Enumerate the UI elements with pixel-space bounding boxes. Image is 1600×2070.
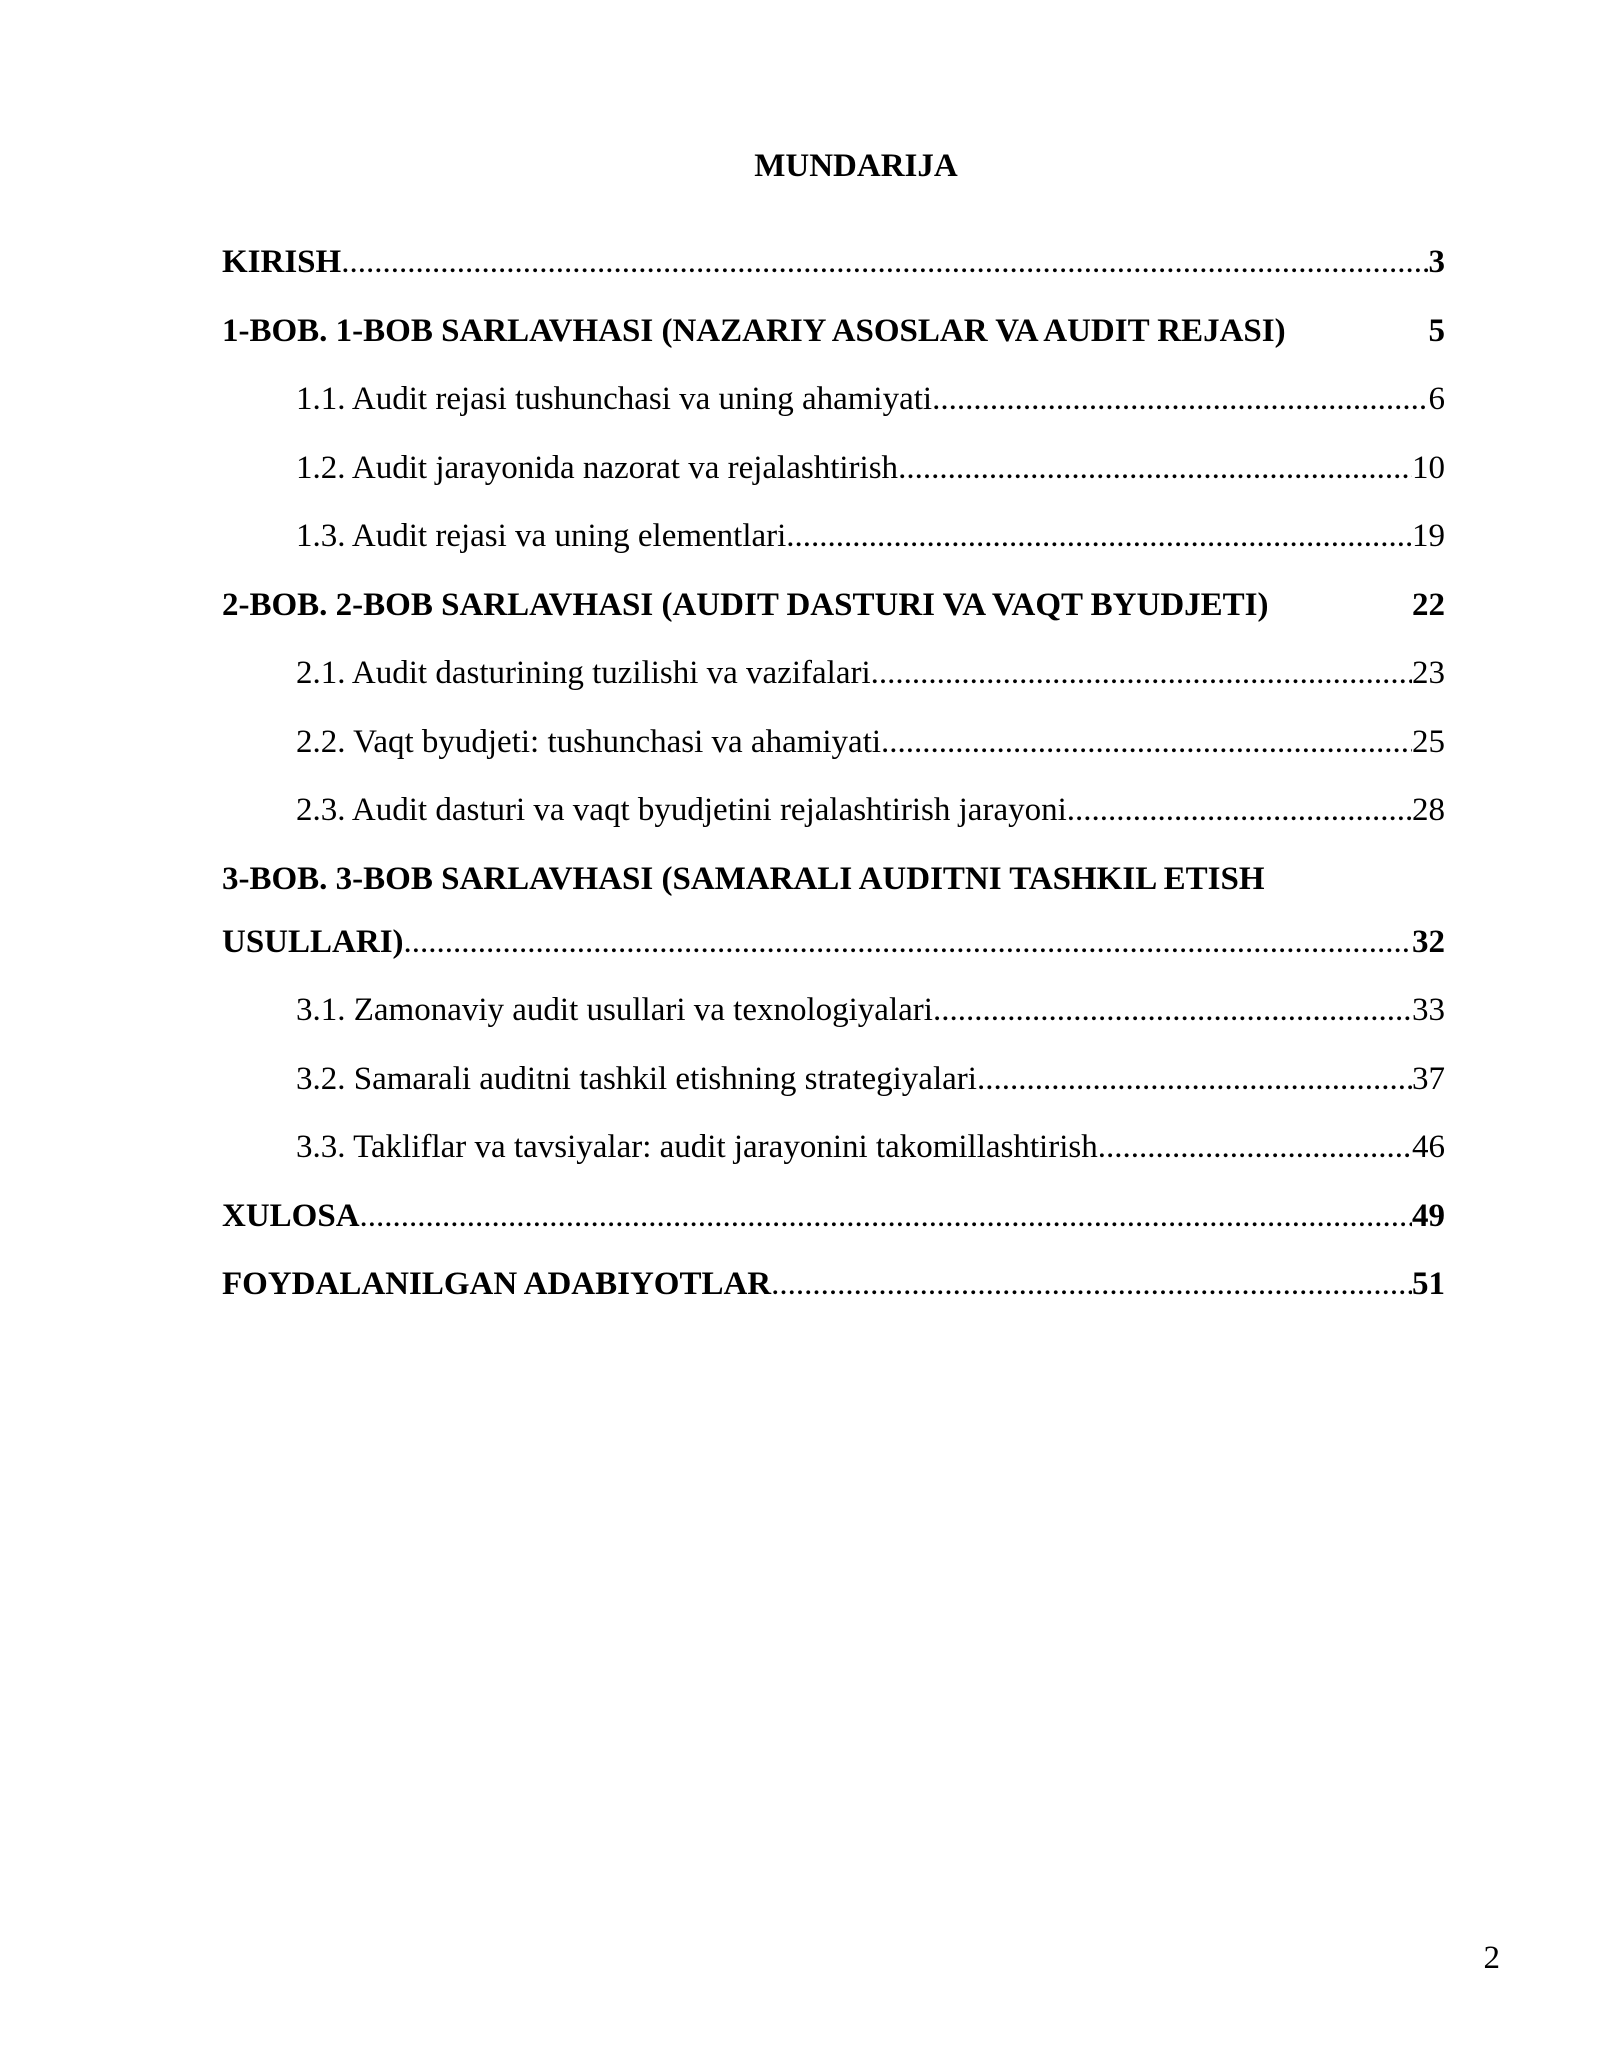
dot-leader — [1067, 788, 1412, 832]
toc-entry-section-2-3[interactable] — [222, 788, 1445, 857]
toc-entry-page: 51 — [1412, 1266, 1445, 1302]
toc-entry-label: 3.3. Takliflar va tavsiyalar: audit jarayonini takomillashtirish — [296, 1129, 1098, 1165]
toc-entry-label: 2.2. Vaqt byudjeti: tushunchasi va ahamiyati — [296, 723, 882, 760]
toc-entry-chapter-2[interactable] — [222, 583, 1445, 652]
toc-entry-section-1-3[interactable] — [222, 514, 1445, 583]
toc-entry-section-2-1[interactable] — [222, 651, 1445, 720]
toc-entry-section-1-2[interactable] — [222, 446, 1445, 515]
table-of-contents — [222, 240, 1445, 1331]
toc-entry-section-3-3[interactable] — [222, 1125, 1445, 1194]
toc-entry-label: XULOSA — [222, 1197, 360, 1234]
dot-leader — [1098, 1125, 1412, 1169]
toc-entry-kirish[interactable] — [222, 240, 1445, 309]
dot-leader — [404, 920, 1412, 964]
toc-entry-label: FOYDALANILGAN ADABIYOTLAR — [222, 1266, 772, 1302]
toc-entry-page: 10 — [1412, 449, 1445, 486]
toc-entry-section-2-2[interactable] — [222, 720, 1445, 789]
toc-entry-section-3-1[interactable] — [222, 988, 1445, 1057]
toc-entry-chapter-1[interactable] — [222, 309, 1445, 378]
dot-leader — [786, 514, 1412, 558]
toc-entry-section-1-1[interactable] — [222, 377, 1445, 446]
toc-entry-section-3-2[interactable] — [222, 1057, 1445, 1126]
toc-entry-label: 3.2. Samarali auditni tashkil etishning strategiyalari — [296, 1060, 977, 1097]
dot-leader — [771, 1262, 1412, 1306]
toc-entry-label: 3.1. Zamonaviy audit usullari va texnologiyalari — [296, 992, 933, 1028]
toc-entry-chapter-3-line-1[interactable] — [222, 857, 1445, 920]
dot-leader — [977, 1057, 1412, 1101]
toc-entry-chapter-3[interactable] — [222, 920, 1445, 989]
dot-leader — [898, 446, 1412, 490]
toc-entry-page: 22 — [1412, 586, 1445, 623]
toc-entry-page: 32 — [1412, 923, 1445, 960]
dot-leader — [360, 1194, 1412, 1238]
toc-entry-label: 2.1. Audit dasturining tuzilishi va vazifalari — [296, 655, 871, 691]
toc-entry-xulosa[interactable] — [222, 1194, 1445, 1263]
toc-entry-page: 28 — [1412, 792, 1445, 828]
toc-entry-page: 46 — [1412, 1129, 1445, 1165]
toc-entry-label: 1.3. Audit rejasi va uning elementlari — [296, 518, 787, 554]
dot-leader — [341, 240, 1428, 284]
dot-leader — [933, 988, 1412, 1032]
page-title: MUNDARIJA — [754, 148, 958, 184]
toc-entry-page: 49 — [1412, 1197, 1445, 1234]
toc-entry-label: 1-BOB. 1-BOB SARLAVHASI (NAZARIY ASOSLAR VA AUDIT REJASI) — [222, 312, 1286, 349]
toc-entry-label: 3-BOB. 3-BOB SARLAVHASI (SAMARALI AUDITNI TASHKIL ETISH — [222, 860, 1265, 897]
toc-entry-page: 37 — [1412, 1060, 1445, 1097]
page-number: 2 — [1483, 1940, 1500, 1976]
dot-leader — [881, 720, 1412, 764]
toc-entry-adabiyotlar[interactable] — [222, 1262, 1445, 1331]
toc-entry-page: 6 — [1428, 381, 1445, 417]
dot-leader — [871, 651, 1412, 695]
toc-entry-label: USULLARI) — [222, 923, 404, 960]
toc-entry-page: 25 — [1412, 723, 1445, 760]
toc-entry-page: 19 — [1412, 518, 1445, 554]
toc-entry-page: 3 — [1428, 244, 1445, 280]
toc-entry-label: 2-BOB. 2-BOB SARLAVHASI (AUDIT DASTURI VA VAQT BYUDJETI) — [222, 586, 1269, 623]
toc-entry-page: 23 — [1412, 655, 1445, 691]
toc-entry-label: KIRISH — [222, 244, 342, 280]
toc-entry-page: 5 — [1428, 312, 1445, 349]
toc-entry-page: 33 — [1412, 992, 1445, 1028]
toc-entry-label: 1.2. Audit jarayonida nazorat va rejalashtirish — [296, 449, 899, 486]
toc-entry-label: 2.3. Audit dasturi va vaqt byudjetini rejalashtirish jarayoni — [296, 792, 1067, 828]
toc-entry-label: 1.1. Audit rejasi tushunchasi va uning ahamiyati — [296, 381, 933, 417]
dot-leader — [932, 377, 1428, 421]
